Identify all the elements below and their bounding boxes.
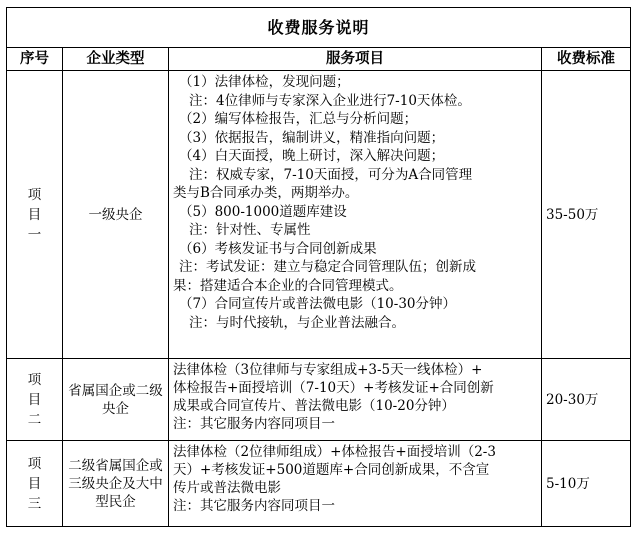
service-note: 注：权威专家，7-10天面授，可分为A合同管理: [189, 166, 473, 183]
services-cell: [169, 359, 542, 441]
service-line: （1）法律体检，发现问题；: [179, 74, 350, 90]
item-char: 目: [27, 391, 42, 408]
service-note-cont: 类与B合同承办类，两期举办。: [173, 185, 359, 201]
service-line: 天）+考核发证+500道题库+合同创新成果，不含宣: [173, 462, 490, 478]
service-line: （3）依据报告，编制讲义，精准指向问题；: [179, 129, 445, 146]
item-char: 三: [27, 495, 42, 512]
item-number-cell: [7, 71, 63, 359]
service-line: （7）合同宣传片或普法微电影（10-30分钟）: [179, 296, 457, 312]
service-note: 注：与时代接轨，与企业普法融合。: [189, 314, 405, 331]
service-line: （5）800-1000道题库建设: [179, 203, 347, 220]
table-row: [7, 359, 631, 441]
service-line: （4）白天面授，晚上研讨，深入解决问题；: [179, 148, 445, 164]
service-line: （2）编写体检报告，汇总与分析问题；: [179, 111, 418, 127]
item-number-cell: [7, 441, 63, 527]
service-line: 法律体检（3位律师与专家组成+3-5天一线体检）+: [173, 362, 483, 378]
company-type-cell: 一级央企: [63, 71, 169, 359]
service-note-cont: 果：搭建适合本企业的合同管理模式。: [173, 277, 403, 294]
item-char: 目: [27, 206, 42, 223]
services-cell: [169, 441, 542, 527]
item-char: 项: [27, 186, 42, 203]
company-type-cell: 省属国企或二级央企: [63, 359, 169, 441]
fee-cell: 20-30万: [542, 359, 631, 441]
item-char: 一: [27, 226, 42, 243]
header-index: 序号: [7, 48, 63, 71]
service-line: 传片或普法微电影: [173, 480, 281, 496]
service-note: 注：4位律师与专家深入企业进行7-10天体检。: [189, 92, 471, 109]
service-note: 注：其它服务内容同项目一: [173, 498, 335, 514]
service-line: 成果或合同宣传片、普法微电影（10-20分钟）: [173, 398, 455, 414]
service-note: 注：考试发证：建立与稳定合同管理队伍；创新成: [179, 259, 476, 275]
table-title: 收费服务说明: [7, 8, 631, 48]
item-number-cell: [7, 359, 63, 441]
fee-cell: 5-10万: [542, 441, 631, 527]
fee-table: [6, 7, 631, 527]
service-note: 注：针对性、专属性: [189, 222, 311, 238]
header-company-type: 企业类型: [63, 48, 169, 71]
table-row: [7, 441, 631, 527]
service-line: 体检报告+面授培训（7-10天）+考核发证+合同创新: [173, 380, 494, 396]
header-services: 服务项目: [169, 48, 542, 71]
item-char: 项: [27, 371, 42, 388]
fee-cell: 35-50万: [542, 71, 631, 359]
service-line: （6）考核发证书与合同创新成果: [179, 240, 377, 257]
item-char: 二: [27, 411, 42, 428]
item-char: 目: [27, 475, 42, 492]
fee-table-container: [6, 7, 631, 527]
services-cell: [169, 71, 542, 359]
item-char: 项: [27, 455, 42, 472]
service-line: 法律体检（2位律师组成）+体检报告+面授培训（2-3: [173, 444, 496, 460]
company-type-cell: 二级省属国企或三级央企及大中型民企: [63, 441, 169, 527]
header-fee: 收费标准: [542, 48, 631, 71]
service-note: 注：其它服务内容同项目一: [173, 416, 335, 432]
table-row: [7, 71, 631, 359]
